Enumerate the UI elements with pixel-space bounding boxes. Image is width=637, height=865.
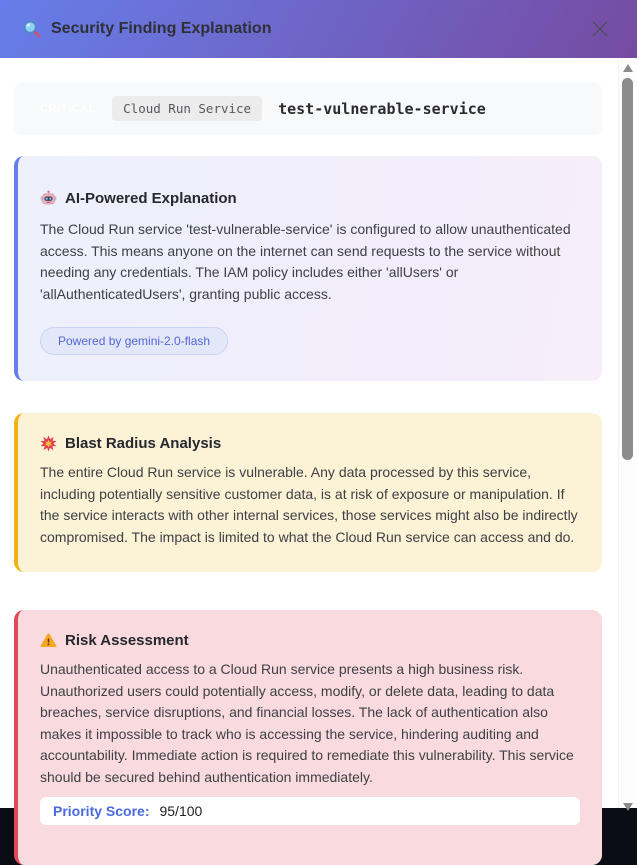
scrollbar-thumb[interactable] xyxy=(622,78,633,460)
vertical-scrollbar[interactable] xyxy=(618,58,637,808)
severity-badge: CRITICAL xyxy=(40,102,97,115)
risk-assessment-card xyxy=(14,610,602,865)
close-button[interactable] xyxy=(585,14,615,44)
ai-card-title-row xyxy=(40,190,580,207)
scrollbar-up-arrow[interactable] xyxy=(623,64,633,72)
blast-card-title-row xyxy=(40,435,580,452)
blast-card-title: Blast Radius Analysis xyxy=(65,435,222,452)
risk-card-title-row xyxy=(40,632,580,649)
explosion-icon xyxy=(40,435,57,452)
ai-card-body: The Cloud Run service 'test-vulnerable-service' is configured to allow unauthenticated access. This means anyone on the internet can send requests to the service without needing any credentials. The IAM policy includes either 'allUsers' or 'allAuthenticatedUsers', granting public access. xyxy=(40,221,571,302)
close-icon xyxy=(589,18,611,40)
scrollbar-down-arrow[interactable] xyxy=(623,803,633,811)
blast-card-body: The entire Cloud Run service is vulnerable. Any data processed by this service, including potentially sensitive customer data, is at risk of exposure or manipulation. If the service interacts with other internal services, those services might also be indirectly compromised. The impact is limited to what the Cloud Run service can access and do. xyxy=(40,464,578,545)
search-icon xyxy=(22,19,42,39)
model-badge: Powered by gemini-2.0-flash xyxy=(40,327,228,355)
finding-summary-strip xyxy=(14,82,602,135)
priority-score-label: Priority Score: xyxy=(53,803,150,819)
ai-explanation-card xyxy=(14,156,602,381)
robot-icon xyxy=(40,190,57,207)
ai-card-title: AI-Powered Explanation xyxy=(65,190,237,207)
warning-icon xyxy=(40,632,57,649)
blast-radius-card xyxy=(14,413,602,572)
risk-card-title: Risk Assessment xyxy=(65,632,189,649)
resource-name: test-vulnerable-service xyxy=(278,99,486,118)
modal-title-group xyxy=(22,19,271,39)
modal-header xyxy=(0,0,637,58)
priority-score-value: 95/100 xyxy=(159,803,203,819)
risk-card-body: Unauthenticated access to a Cloud Run service presents a high business risk. Unauthorized users could potentially access, modify, or delete data, leading to data breaches, service disruptions, and financial losses. The lack of authentication also makes it impossible to track who is accessing the service, hindering auditing and accountability. Immediate action is required to remediate this vulnerability. This service should be secured behind authentication immediately. xyxy=(40,661,574,785)
priority-score-box xyxy=(40,797,580,825)
modal-body xyxy=(0,58,620,819)
resource-type-badge: Cloud Run Service xyxy=(112,96,262,121)
modal-title: Security Finding Explanation xyxy=(51,20,272,37)
